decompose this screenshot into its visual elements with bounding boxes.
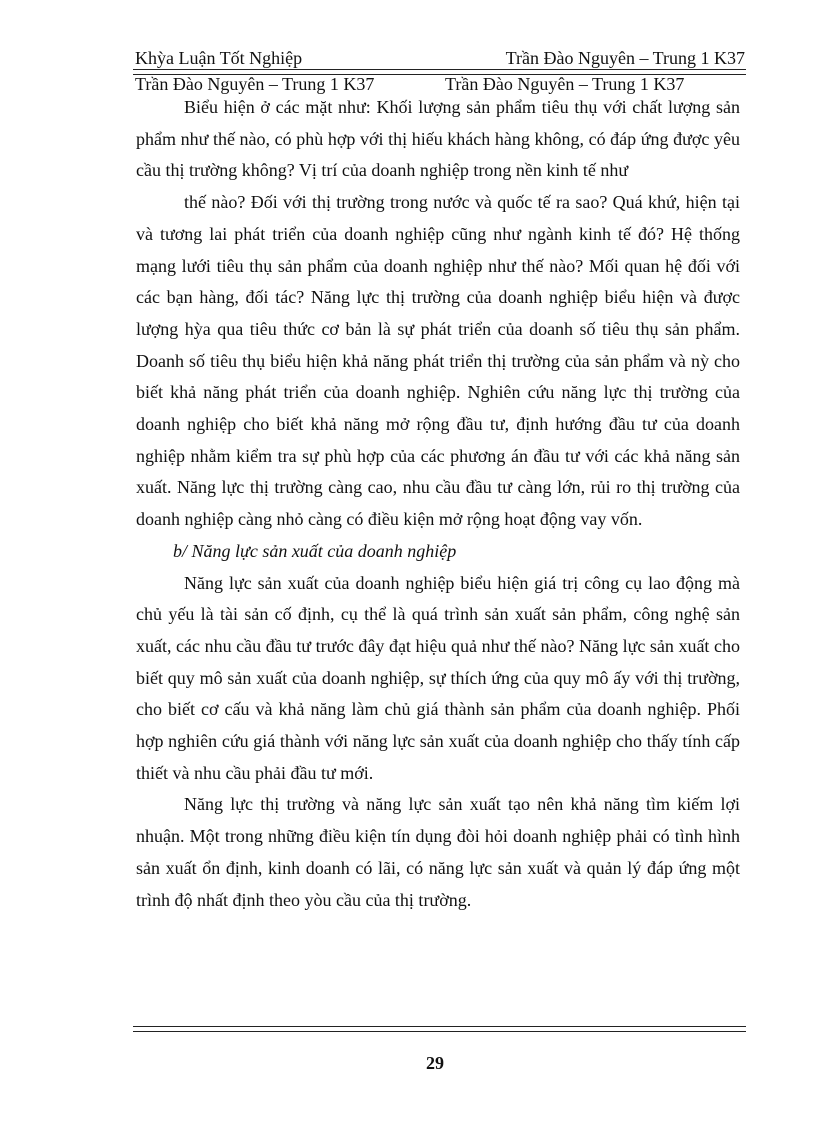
paragraph-4: Năng lực thị trường và năng lực sản xuất tạo nên khả năng tìm kiếm lợi nhuận. Một trong những điều kiện tín dụng đòi hỏi doanh nghiệp phải có tình hình sản xuất ổn định, kinh doanh có lãi, có năng lực sản xuất và quản lý đáp ứng một trình độ nhất định theo yòu cầu của thị trường. — [136, 794, 740, 910]
paragraph-1: Biểu hiện ở các mặt như: Khối lượng sản phẩm tiêu thụ với chất lượng sản phẩm như thế nào, có phù hợp với thị hiếu khách hàng không, có đáp ứng được yêu cầu thị trường không? Vị trí của doanh nghiệp trong nền kinh tế như — [136, 97, 740, 181]
author-name-repeat-right: Trần Đào Nguyên – Trung 1 K37 — [445, 74, 685, 94]
paragraph-3: Năng lực sản xuất của doanh nghiệp biểu hiện giá trị công cụ lao động mà chủ yếu là tài sản cố định, cụ thể là quá trình sản xuất sản phẩm, công nghệ sản xuất, các nhu cầu đầu tư trước đây đạt hiệu quả như thế nào? Năng lực sản xuất cho biết quy mô sản xuất của doanh nghiệp, sự thích ứng của quy mô ấy với thị trường, cho biết cơ cấu và khả năng làm chủ giá thành sản phẩm của doanh nghiệp. Phối hợp nghiên cứu giá thành với năng lực sản xuất của doanh nghiệp cho thấy tính cấp thiết và nhu cầu phải đầu tư mới. — [136, 572, 740, 783]
thesis-title: Khỳa Luận Tốt Nghiệp — [135, 48, 303, 68]
page-number: 29 — [426, 1053, 444, 1073]
author-name-repeat-left: Trần Đào Nguyên – Trung 1 K37 — [135, 74, 375, 94]
paragraph-2: thế nào? Đối với thị trường trong nước và quốc tế ra sao? Quá khứ, hiện tại và tương lai phát triển của doanh nghiệp cũng như ngành kinh tế đó? Hệ thống mạng lưới tiêu thụ sản phẩm của doanh nghiệp như thế nào? Mối quan hệ đối với các bạn hàng, đối tác? Năng lực thị trường của doanh nghiệp biểu hiện và được lượng hỳa qua tiêu thức cơ bản là sự phát triển của doanh số tiêu thụ sản phẩm. Doanh số tiêu thụ biểu hiện khả năng phát triển thị trường của sản phẩm và nỳ cho biết khả năng phát triển của doanh nghiệp. Nghiên cứu năng lực thị trường của doanh nghiệp cho biết khả năng mở rộng đầu tư, định hướng đầu tư của doanh nghiệp nhằm kiểm tra sự phù hợp của các phương án đầu tư với các khả năng sản xuất. Năng lực thị trường càng cao, nhu cầu đầu tư càng lớn, rủi ro thị trường của doanh nghiệp càng nhỏ càng có điều kiện mở rộng hoạt động vay vốn. — [136, 192, 740, 530]
author-name: Trần Đào Nguyên – Trung 1 K37 — [505, 48, 745, 68]
document-body — [136, 92, 740, 916]
section-subheading: b/ Năng lực sản xuất của doanh nghiệp — [173, 540, 457, 561]
footer-divider — [133, 1026, 746, 1032]
